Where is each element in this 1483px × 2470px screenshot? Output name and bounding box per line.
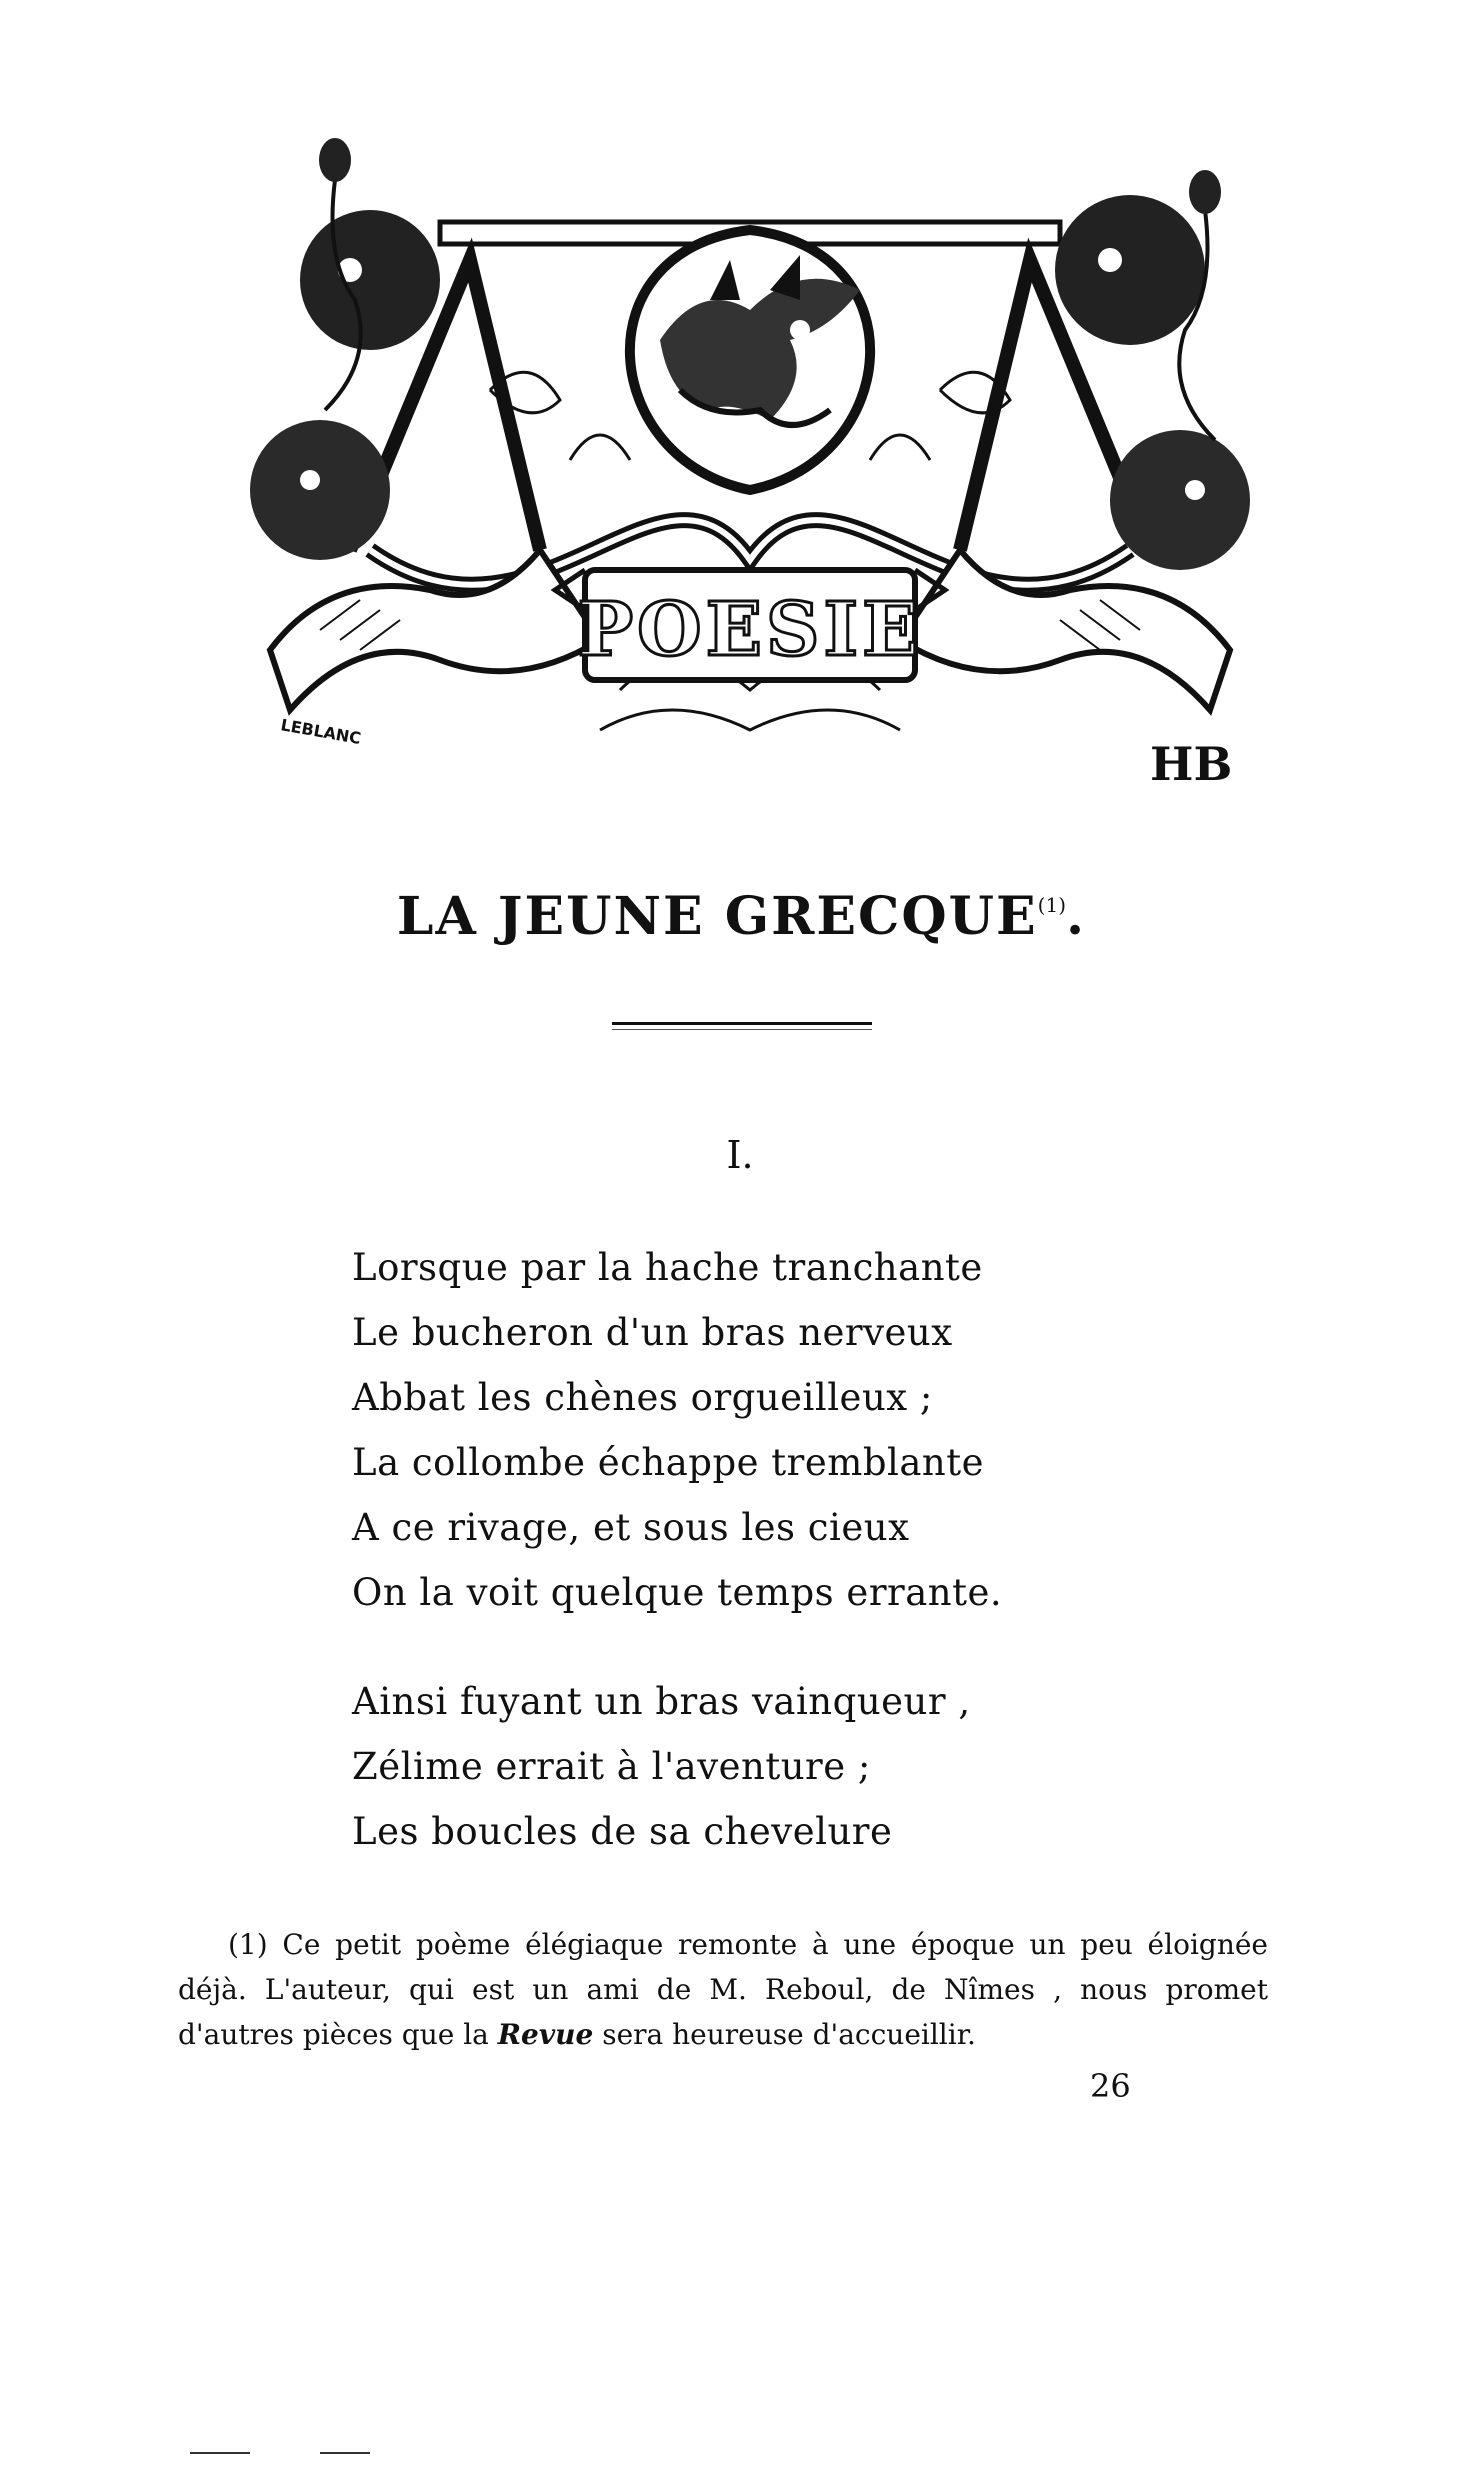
verse-line: Ainsi fuyant un bras vainqueur , bbox=[352, 1680, 971, 1723]
title-text: LA JEUNE GRECQUE bbox=[396, 886, 1038, 947]
verse-line: A ce rivage, et sous les cieux bbox=[352, 1506, 910, 1549]
stanza-1 bbox=[352, 1236, 1052, 1626]
title-end-period: . bbox=[1066, 886, 1087, 947]
verse-line: La collombe échappe tremblante bbox=[352, 1441, 985, 1484]
footnote bbox=[178, 1922, 1268, 2057]
title-divider bbox=[612, 1022, 872, 1025]
ornamental-vignette-icon bbox=[240, 130, 1260, 820]
title-footnote-mark: (1) bbox=[1037, 893, 1067, 917]
verse-line: Zélime errait à l'aventure ; bbox=[352, 1745, 871, 1788]
engraver-signature-left: LEBLANC bbox=[279, 715, 363, 749]
footnote-text-after: sera heureuse d'accueillir. bbox=[602, 2018, 976, 2051]
verse-line: Lorsque par la hache tranchante bbox=[352, 1246, 983, 1289]
stanza-2 bbox=[352, 1670, 1052, 1865]
title-divider-thin bbox=[612, 1029, 872, 1030]
verse-line: Les boucles de sa chevelure bbox=[352, 1810, 893, 1853]
scan-edge-mark bbox=[190, 2452, 250, 2454]
footnote-text-before: Ce petit poème élégiaque remonte à une époque un peu éloignée déjà. L'auteur, qui est un ami de M. Reboul, de Nîmes , nous promet d'autres pièces que la bbox=[178, 1928, 1268, 2051]
verse-line: Le bucheron d'un bras nerveux bbox=[352, 1311, 953, 1354]
banner-word: POESIE bbox=[577, 587, 923, 673]
footnote-marker: (1) bbox=[228, 1928, 268, 1961]
section-number: I. bbox=[726, 1133, 754, 1177]
engraver-monogram-right: HB bbox=[1150, 737, 1233, 791]
ornamental-vignette bbox=[240, 130, 1260, 820]
footnote-italic-word: Revue bbox=[497, 2018, 594, 2051]
page-title bbox=[0, 870, 1483, 952]
scan-edge-mark bbox=[320, 2452, 370, 2454]
verse-line: On la voit quelque temps errante. bbox=[352, 1571, 1003, 1614]
verse-line: Abbat les chènes orgueilleux ; bbox=[352, 1376, 933, 1419]
winged-beast-icon bbox=[630, 230, 870, 490]
page-number: 26 bbox=[1090, 2067, 1131, 2105]
